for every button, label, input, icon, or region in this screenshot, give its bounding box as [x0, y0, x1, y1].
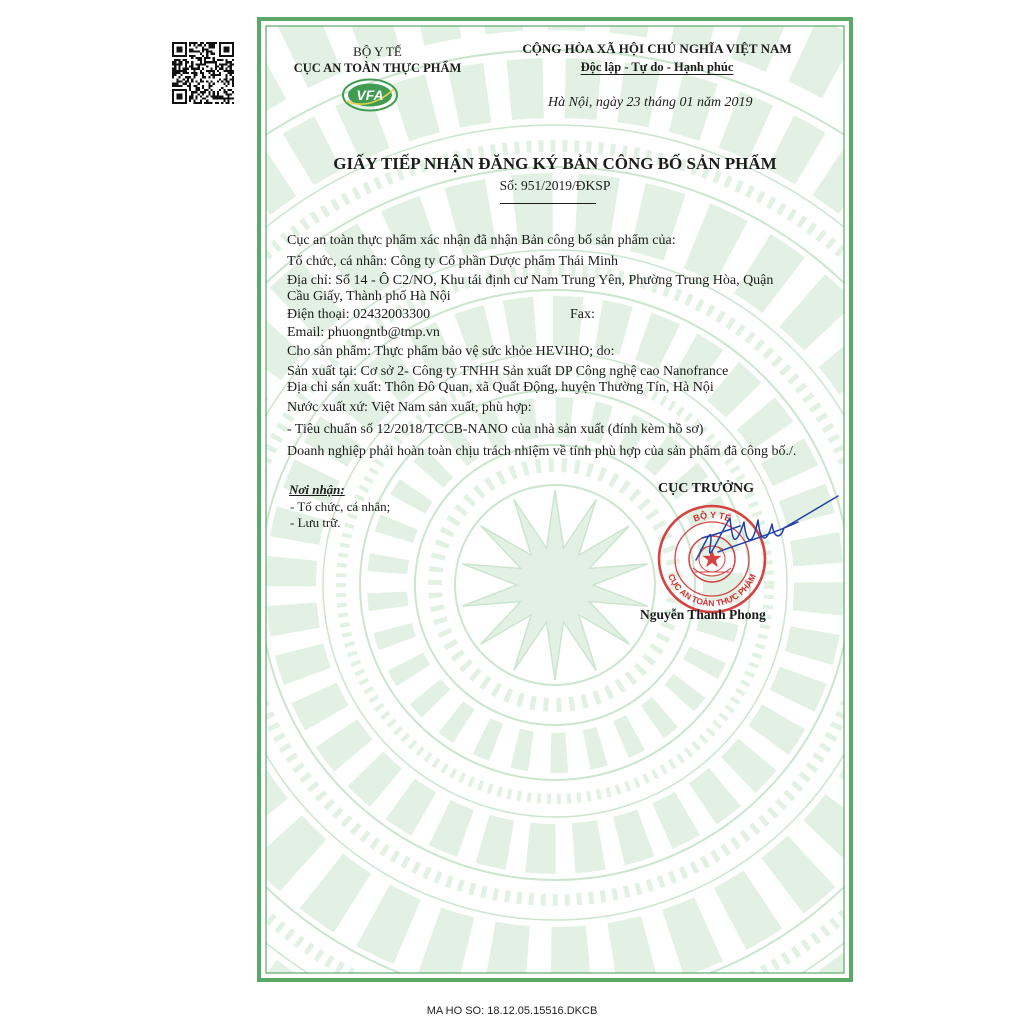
address-line-1: Địa chỉ: Số 14 - Ô C2/NO, Khu tái định cư Nam Trung Yên, Phường Trung Hòa, Quận [287, 273, 774, 288]
number-underline [500, 203, 596, 204]
email-line: Email: phuongntb@tmp.vn [287, 325, 440, 340]
logo-text: VFA [356, 87, 384, 103]
product-line: Cho sản phẩm: Thực phẩm bảo vệ sức khỏe HEVIHO; do: [287, 344, 615, 359]
organization-line: Tổ chức, cá nhân: Công ty Cổ phần Dược phẩm Thái Minh [287, 254, 619, 269]
fax-label: Fax: [570, 307, 595, 322]
stamp-bottom-text: CỤC AN TOÀN THỰC PHẨM [666, 572, 758, 609]
agency-name: CỤC AN TOÀN THỰC PHẨM [293, 61, 462, 75]
origin-line: Nước xuất xứ: Việt Nam sản xuất, phù hợp: [287, 400, 532, 415]
vfa-logo [340, 77, 400, 113]
handwritten-signature [688, 490, 840, 575]
document-number: Số: 951/2019/ĐKSP [499, 178, 611, 193]
signature-stroke [696, 496, 838, 560]
signer-name: Nguyễn Thanh Phong [640, 607, 766, 622]
production-address-line: Địa chỉ sản xuất: Thôn Đô Quan, xã Quất Động, huyện Thường Tín, Hà Nội [287, 380, 714, 395]
phone-line: Điện thoại: 02432003300 [287, 307, 431, 322]
recipient-item: - Tổ chức, cá nhân; [290, 499, 391, 514]
responsibility-line: Doanh nghiệp phải hoàn toàn chịu trách nhiệm về tính phù hợp của sản phẩm đã công bố./. [287, 444, 797, 459]
country-name: CỘNG HÒA XÃ HỘI CHỦ NGHĨA VIỆT NAM [522, 41, 792, 56]
recipient-item: - Lưu trữ. [290, 515, 341, 530]
address-line-2: Cầu Giấy, Thành phố Hà Nội [287, 289, 451, 304]
qr-code [170, 42, 236, 104]
drum-center-star [462, 490, 647, 680]
signer-position: CỤC TRƯỞNG [658, 481, 755, 496]
document-title: GIẤY TIẾP NHẬN ĐĂNG KÝ BẢN CÔNG BỐ SẢN PHẨM [333, 154, 777, 173]
intro-line: Cục an toàn thực phẩm xác nhận đã nhận Bản công bố sản phẩm của: [287, 233, 676, 248]
dossier-code: MA HO SO: 18.12.05.15516.DKCB [426, 1005, 598, 1017]
national-motto: Độc lập - Tự do - Hạnh phúc [580, 60, 734, 74]
place-date: Hà Nội, ngày 23 tháng 01 năm 2019 [548, 95, 753, 110]
recipients-heading: Nơi nhận: [289, 482, 345, 497]
stamp-top-text: BỘ Y TẾ [691, 509, 733, 524]
manufacturer-line: Sản xuất tại: Cơ sở 2- Công ty TNHH Sản xuất DP Công nghệ cao Nanofrance [287, 364, 729, 379]
ministry-name: BỘ Y TẾ [353, 44, 402, 59]
standard-line: - Tiêu chuẩn số 12/2018/TCCB-NANO của nhà sản xuất (đính kèm hồ sơ) [287, 422, 704, 437]
